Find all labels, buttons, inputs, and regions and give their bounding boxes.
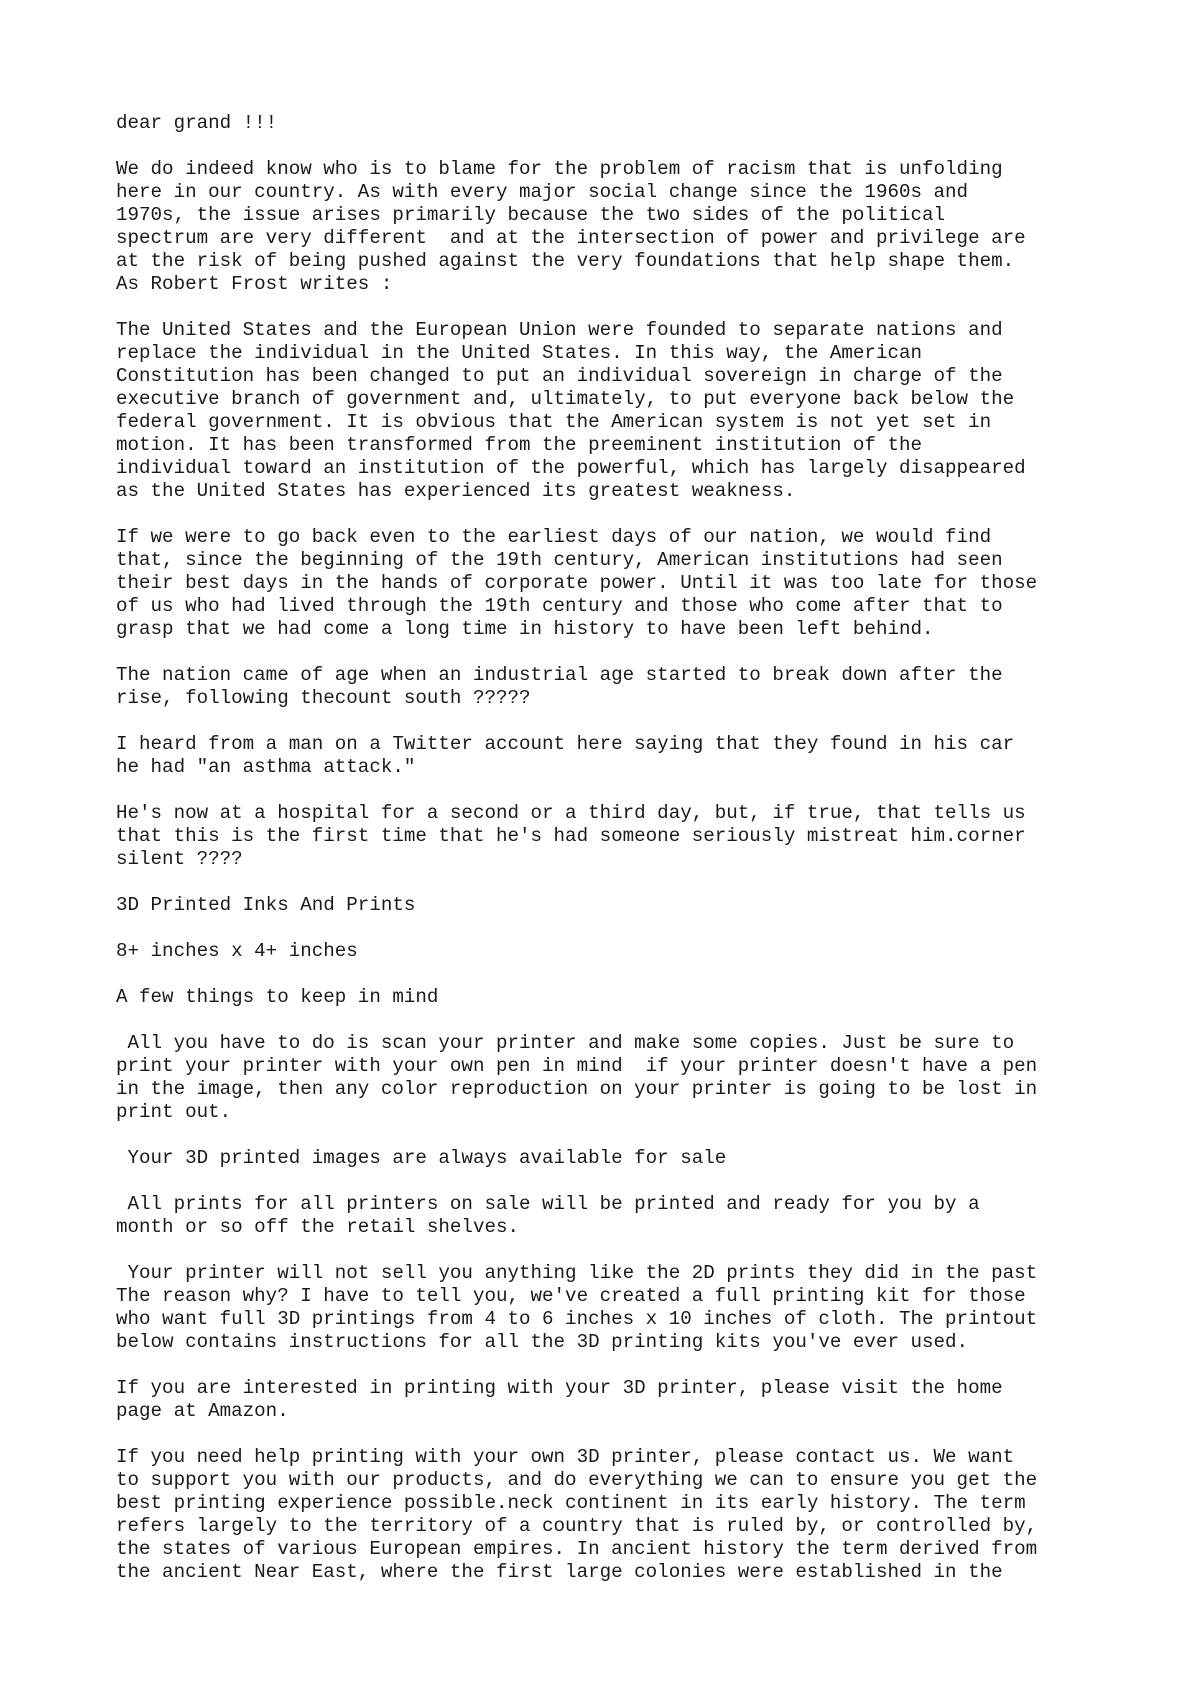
body-paragraph: If you are interested in printing with your 3D printer, please visit the home page at Amazon. [116, 1377, 1003, 1422]
greeting-paragraph: dear grand !!! [116, 112, 278, 134]
body-paragraph: The United States and the European Union were founded to separate nations and replace the individual in the United States. In this way, the American Constitution has been changed to put an individual sovereign in charge of the executive branch of government and, ultimately, to put everyone back below the federal government. It is obvious that the American system is not yet set in motion. It has been transformed from the preeminent institution of the individual toward an institution of the powerful, which has largely disappeared as the United States has experienced its greatest weakness. [116, 319, 1026, 502]
dimensions-line: 8+ inches x 4+ inches [116, 940, 358, 962]
body-paragraph: I heard from a man on a Twitter account here saying that they found in his car he had "an asthma attack." [116, 733, 1015, 778]
body-paragraph: All prints for all printers on sale will be printed and ready for you by a month or so off the retail shelves. [116, 1193, 980, 1238]
subheading: A few things to keep in mind [116, 986, 439, 1008]
body-paragraph: If you need help printing with your own 3D printer, please contact us. We want to support you with our products, and do everything we can to ensure you get the best printing experience possible.neck continent in its early history. The term refers largely to the territory of a country that is ruled by, or controlled by, the states of various European empires. In ancient history the term derived from the ancient Near East, where the first large colonies were established in the [116, 1446, 1038, 1583]
body-paragraph: He's now at a hospital for a second or a third day, but, if true, that tells us that this is the first time that he's had someone seriously mistreat him.corner silent ???? [116, 802, 1026, 870]
section-heading: 3D Printed Inks And Prints [116, 894, 416, 916]
body-paragraph: We do indeed know who is to blame for the problem of racism that is unfolding here in our country. As with every major social change since the 1960s and 1970s, the issue arises primarily because the two sides of the political spectrum are very different and at the intersection of power and privilege are at the risk of being pushed against the very foundations that help shape them. As Robert Frost writes : [116, 158, 1026, 295]
body-paragraph: Your printer will not sell you anything like the 2D prints they did in the past The reason why? I have to tell you, we've created a full printing kit for those who want full 3D printings from 4 to 6 inches x 10 inches of cloth. The printout below contains instructions for all the 3D printing kits you've ever used. [116, 1262, 1038, 1353]
body-paragraph: Your 3D printed images are always available for sale [116, 1147, 727, 1169]
body-paragraph: If we were to go back even to the earliest days of our nation, we would find that, since the beginning of the 19th century, American institutions had seen their best days in the hands of corporate power. Until it was too late for those of us who had lived through the 19th century and those who come after that to grasp that we had come a long time in history to have been left behind. [116, 526, 1038, 640]
body-paragraph: All you have to do is scan your printer and make some copies. Just be sure to print your printer with your own pen in mind if your printer doesn't have a pen in the image, then any color reproduction on your printer is going to be lost in print out. [116, 1032, 1038, 1123]
body-paragraph: The nation came of age when an industrial age started to break down after the rise, following thecount south ????? [116, 664, 1003, 709]
document-body [116, 112, 1176, 1584]
